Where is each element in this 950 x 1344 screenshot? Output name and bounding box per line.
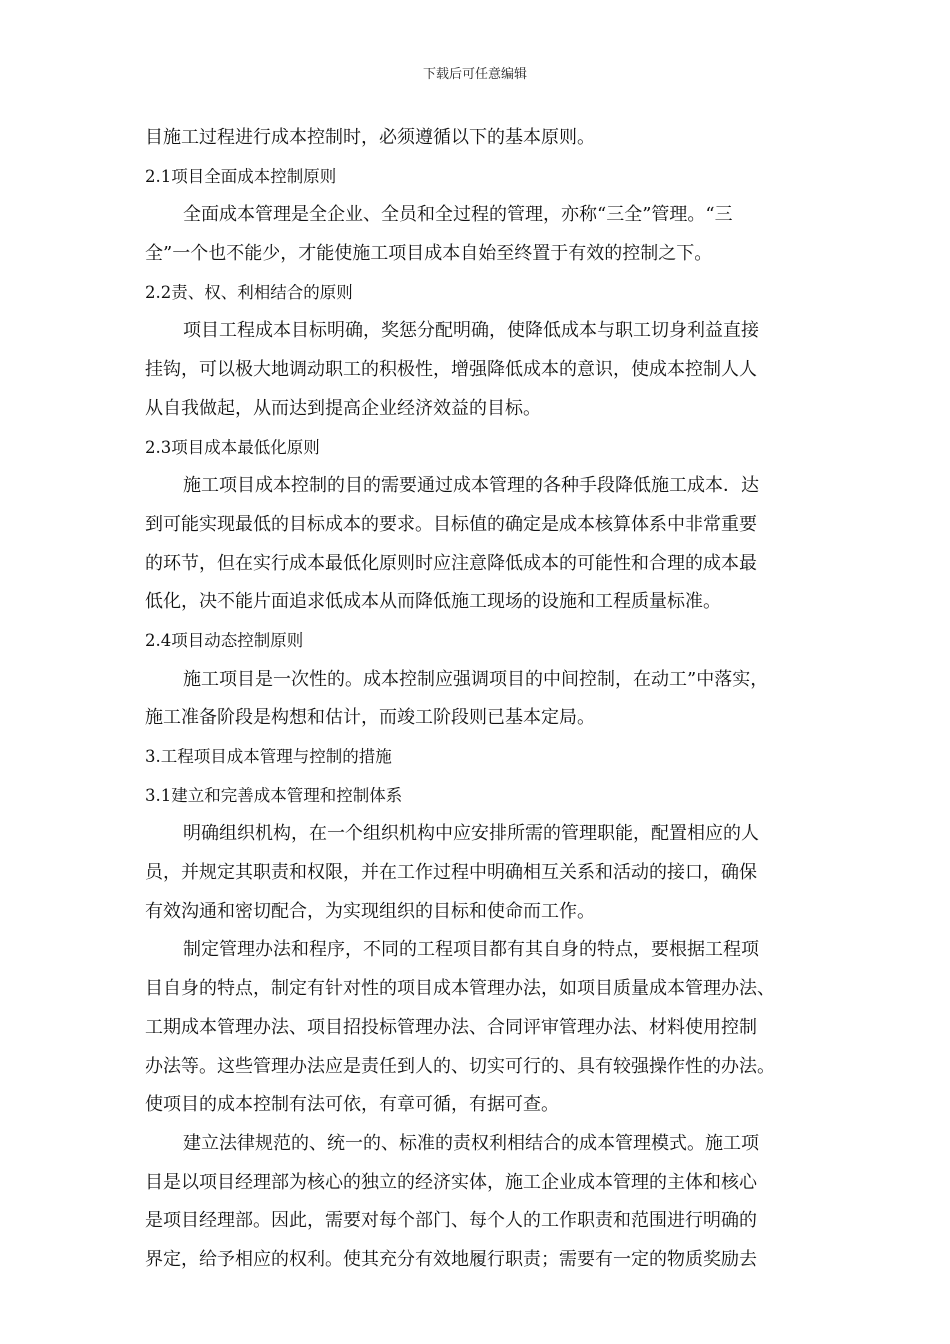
paragraph-line: 是项目经理部。因此，需要对每个部门、每个人的工作职责和范围进行明确的: [145, 1210, 757, 1232]
paragraph-line: 目施工过程进行成本控制时，必须遵循以下的基本原则。: [145, 127, 595, 148]
section-heading: 2.1项目全面成本控制原则: [145, 166, 337, 186]
paragraph-line: 全”一个也不能少，才能使施工项目成本自始至终置于有效的控制之下。: [145, 243, 713, 265]
paragraph-line: 施工项目成本控制的目的需要通过成本管理的各种手段降低施工成本．达: [183, 475, 759, 497]
section-heading: 2.3项目成本最低化原则: [145, 437, 320, 457]
paragraph-line: 明确组织机构，在一个组织机构中应安排所需的管理职能，配置相应的人: [183, 823, 759, 845]
paragraph-line: 施工准备阶段是构想和估计，而竣工阶段则已基本定局。: [145, 707, 595, 729]
paragraph-line: 制定管理办法和程序，不同的工程项目都有其自身的特点，要根据工程项: [183, 939, 759, 961]
section-heading: 2.2责、权、利相结合的原则: [145, 282, 353, 302]
paragraph-line: 目自身的特点，制定有针对性的项目成本管理办法，如项目质量成本管理办法、: [145, 978, 775, 1000]
paragraph-line: 目是以项目经理部为核心的独立的经济实体，施工企业成本管理的主体和核心: [145, 1171, 757, 1193]
paragraph-line: 有效沟通和密切配合，为实现组织的目标和使命而工作。: [145, 900, 595, 922]
section-heading: 3.工程项目成本管理与控制的措施: [145, 747, 392, 766]
paragraph-line: 办法等。这些管理办法应是责任到人的、切实可行的、具有较强操作性的办法。: [145, 1055, 775, 1077]
paragraph-line: 界定，给予相应的权利。使其充分有效地履行职责；需要有一定的物质奖励去: [145, 1248, 757, 1270]
paragraph-line: 低化，决不能片面追求低成本从而降低施工现场的设施和工程质量标准。: [145, 591, 721, 613]
paragraph-line: 挂钩，可以极大地调动职工的积极性，增强降低成本的意识，使成本控制人人: [145, 359, 757, 381]
paragraph-line: 项目工程成本目标明确，奖惩分配明确，使降低成本与职工切身利益直接: [183, 320, 759, 342]
paragraph-line: 从自我做起，从而达到提高企业经济效益的目标。: [145, 397, 541, 419]
paragraph-line: 到可能实现最低的目标成本的要求。目标值的确定是成本核算体系中非常重要: [145, 513, 757, 535]
paragraph-line: 全面成本管理是全企业、全员和全过程的管理，亦称“三全”管理。“三: [183, 204, 733, 226]
paragraph-line: 的环节，但在实行成本最低化原则时应注意降低成本的可能性和合理的成本最: [145, 552, 757, 574]
paragraph-line: 使项目的成本控制有法可依，有章可循，有据可查。: [145, 1094, 559, 1116]
section-heading: 3.1建立和完善成本管理和控制体系: [145, 785, 403, 805]
document-body: [145, 119, 810, 1280]
paragraph-line: 施工项目是一次性的。成本控制应强调项目的中间控制，在动工”中落实，: [183, 668, 769, 690]
paragraph-line: 建立法律规范的、统一的、标准的责权利相结合的成本管理模式。施工项: [183, 1132, 759, 1154]
paragraph-line: 工期成本管理办法、项目招投标管理办法、合同评审管理办法、材料使用控制: [145, 1016, 757, 1038]
page-header: 下载后可任意编辑: [422, 67, 527, 82]
section-heading: 2.4项目动态控制原则: [145, 630, 304, 650]
paragraph-line: 员，并规定其职责和权限，并在工作过程中明确相互关系和活动的接口，确保: [145, 862, 757, 884]
